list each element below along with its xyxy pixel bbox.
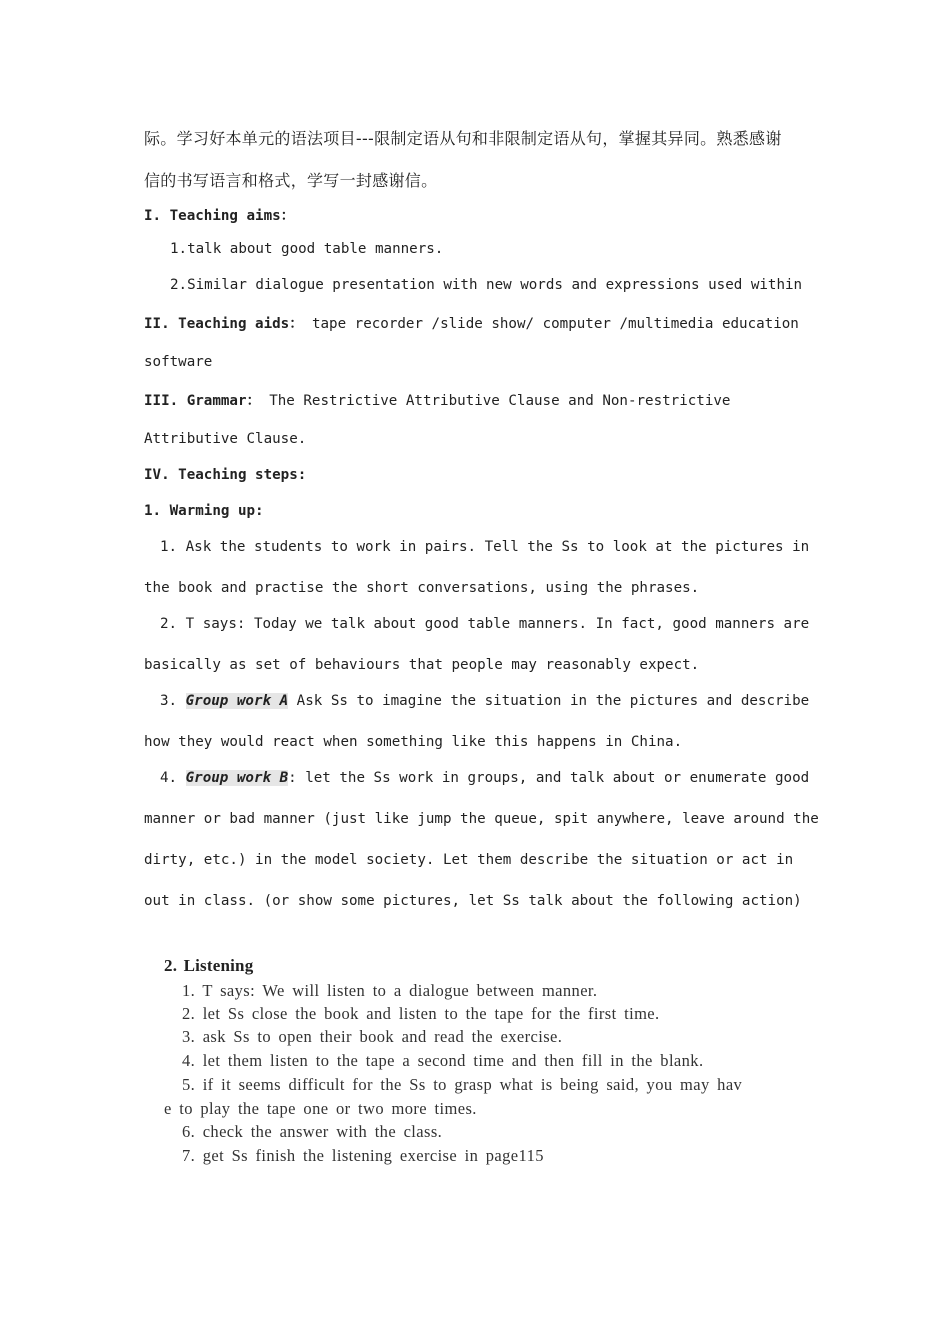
warm-item-3-number: 3. [160, 693, 186, 709]
listening-item: 5. if it seems difficult for the Ss to grasp what is being said, you may hav [182, 1075, 743, 1094]
warm-item-4-line-1 [160, 770, 809, 786]
grammar-text-2: Attributive Clause. [144, 431, 307, 447]
warm-item-4-number: 4. [160, 770, 186, 786]
warm-item-3-line-2: how they would react when something like this happens in China. [144, 734, 683, 750]
warm-item-4-line-2: manner or bad manner (just like jump the queue, spit anywhere, leave around the [144, 811, 819, 827]
warm-item-4-line-3: dirty, etc.) in the model society. Let them describe the situation or act in [144, 852, 794, 868]
listening-item: 4. let them listen to the tape a second time and then fill in the blank. [182, 1051, 704, 1070]
warm-item-2-line-2: basically as set of behaviours that people may reasonably expect. [144, 657, 700, 673]
listening-item: 7. get Ss finish the listening exercise in page115 [182, 1146, 544, 1165]
aims-item-1: 1.talk about good table manners. [170, 241, 444, 257]
warming-up-heading: 1. Warming up: [144, 503, 264, 519]
warm-item-1-line-1: 1. Ask the students to work in pairs. Tell the Ss to look at the pictures in [160, 539, 810, 555]
teaching-aids-heading: II. Teaching aids： [144, 316, 304, 332]
grammar-line [144, 390, 730, 410]
group-work-b-label: Group work B [185, 770, 289, 786]
listening-item: 6. check the answer with the class. [182, 1122, 443, 1141]
grammar-heading: III. Grammar： [144, 393, 261, 409]
listening-item: 3. ask Ss to open their book and read the exercise. [182, 1027, 563, 1046]
teaching-aids-line [144, 313, 799, 333]
warm-item-3-text: Ask Ss to imagine the situation in the pictures and describe [288, 693, 810, 709]
warm-item-2-line-1: 2. T says: Today we talk about good table manners. In fact, good manners are [160, 616, 810, 632]
warm-item-4-line-4: out in class. (or show some pictures, let Ss talk about the following action) [144, 893, 802, 909]
teaching-steps-heading: IV. Teaching steps: [144, 467, 307, 483]
teaching-aims-heading: I. Teaching aims： [144, 208, 295, 224]
warm-item-1-line-2: the book and practise the short conversations, using the phrases. [144, 580, 700, 596]
intro-line-2: 信的书写语言和格式，学写一封感谢信。 [144, 171, 438, 190]
warm-item-4-text: : let the Ss work in groups, and talk about or enumerate good [288, 770, 810, 786]
intro-line-1: 际。学习好本单元的语法项目---限制定语从句和非限制定语从句，掌握其异同。熟悉感谢 [144, 129, 782, 148]
warm-item-3-line-1 [160, 693, 809, 709]
grammar-text: The Restrictive Attributive Clause and Non-restrictive [260, 393, 731, 409]
teaching-aids-text: tape recorder /slide show/ computer /multimedia education [303, 316, 799, 332]
listening-heading: 2. Listening [164, 956, 254, 975]
group-work-a-label: Group work A [185, 693, 289, 709]
listening-item: 1. T says: We will listen to a dialogue between manner. [182, 981, 598, 1000]
listening-item: 2. let Ss close the book and listen to the tape for the first time. [182, 1004, 660, 1023]
aims-item-2: 2.Similar dialogue presentation with new words and expressions used within [170, 277, 803, 293]
listening-item-continued: e to play the tape one or two more times. [164, 1099, 477, 1118]
teaching-aids-text-2: software [144, 354, 213, 370]
